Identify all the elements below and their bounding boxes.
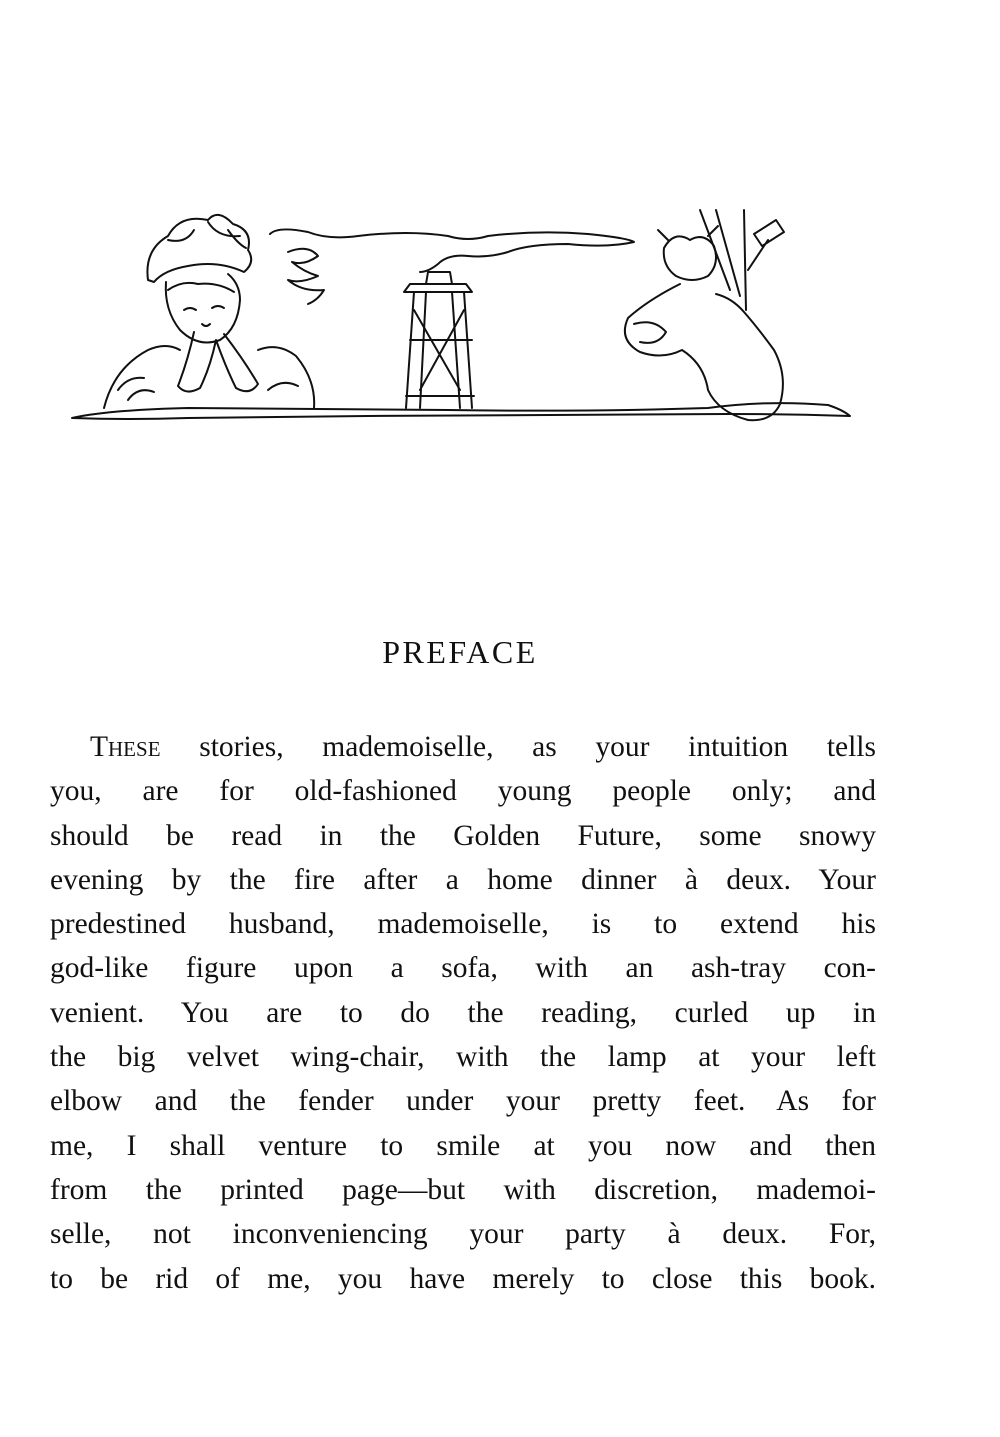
smoke [270, 229, 634, 272]
preface-heading: PREFACE [382, 634, 538, 670]
ground-line [72, 403, 850, 419]
rope [700, 210, 746, 310]
girl-hat [147, 215, 251, 282]
preface-text [50, 725, 876, 1301]
hammer [748, 220, 784, 270]
text-line: me, I shall venture to smile at you now and then [50, 1129, 876, 1162]
girl-body [104, 346, 314, 408]
text-line: the big velvet wing-chair, with the lamp at your left [50, 1041, 876, 1074]
imp-body [625, 284, 783, 420]
text-line: These stories, mademoiselle, as your intuition tells [90, 731, 876, 763]
text-line: elbow and the fender under your pretty feet. As for [50, 1085, 876, 1118]
imp-head [664, 236, 716, 280]
text-line: should be read in the Golden Future, some snowy [50, 819, 876, 852]
headpiece-illustration [68, 200, 858, 440]
stand [404, 284, 472, 292]
text-line: from the printed page—but with discretion, mademoi- [50, 1173, 876, 1206]
text-line: to be rid of me, you have merely to close this book. [50, 1262, 876, 1295]
text-line: evening by the fire after a home dinner à deux. Your [50, 863, 876, 896]
text-line: god-like figure upon a sofa, with an ash-tray con- [50, 952, 876, 985]
text-line: selle, not inconveniencing your party à deux. For, [50, 1218, 876, 1251]
text-line: venient. You are to do the reading, curled up in [50, 996, 876, 1029]
text-line: predestined husband, mademoiselle, is to extend his [50, 908, 876, 941]
text-line: you, are for old-fashioned young people only; and [50, 775, 876, 808]
first-word: These [90, 731, 161, 763]
